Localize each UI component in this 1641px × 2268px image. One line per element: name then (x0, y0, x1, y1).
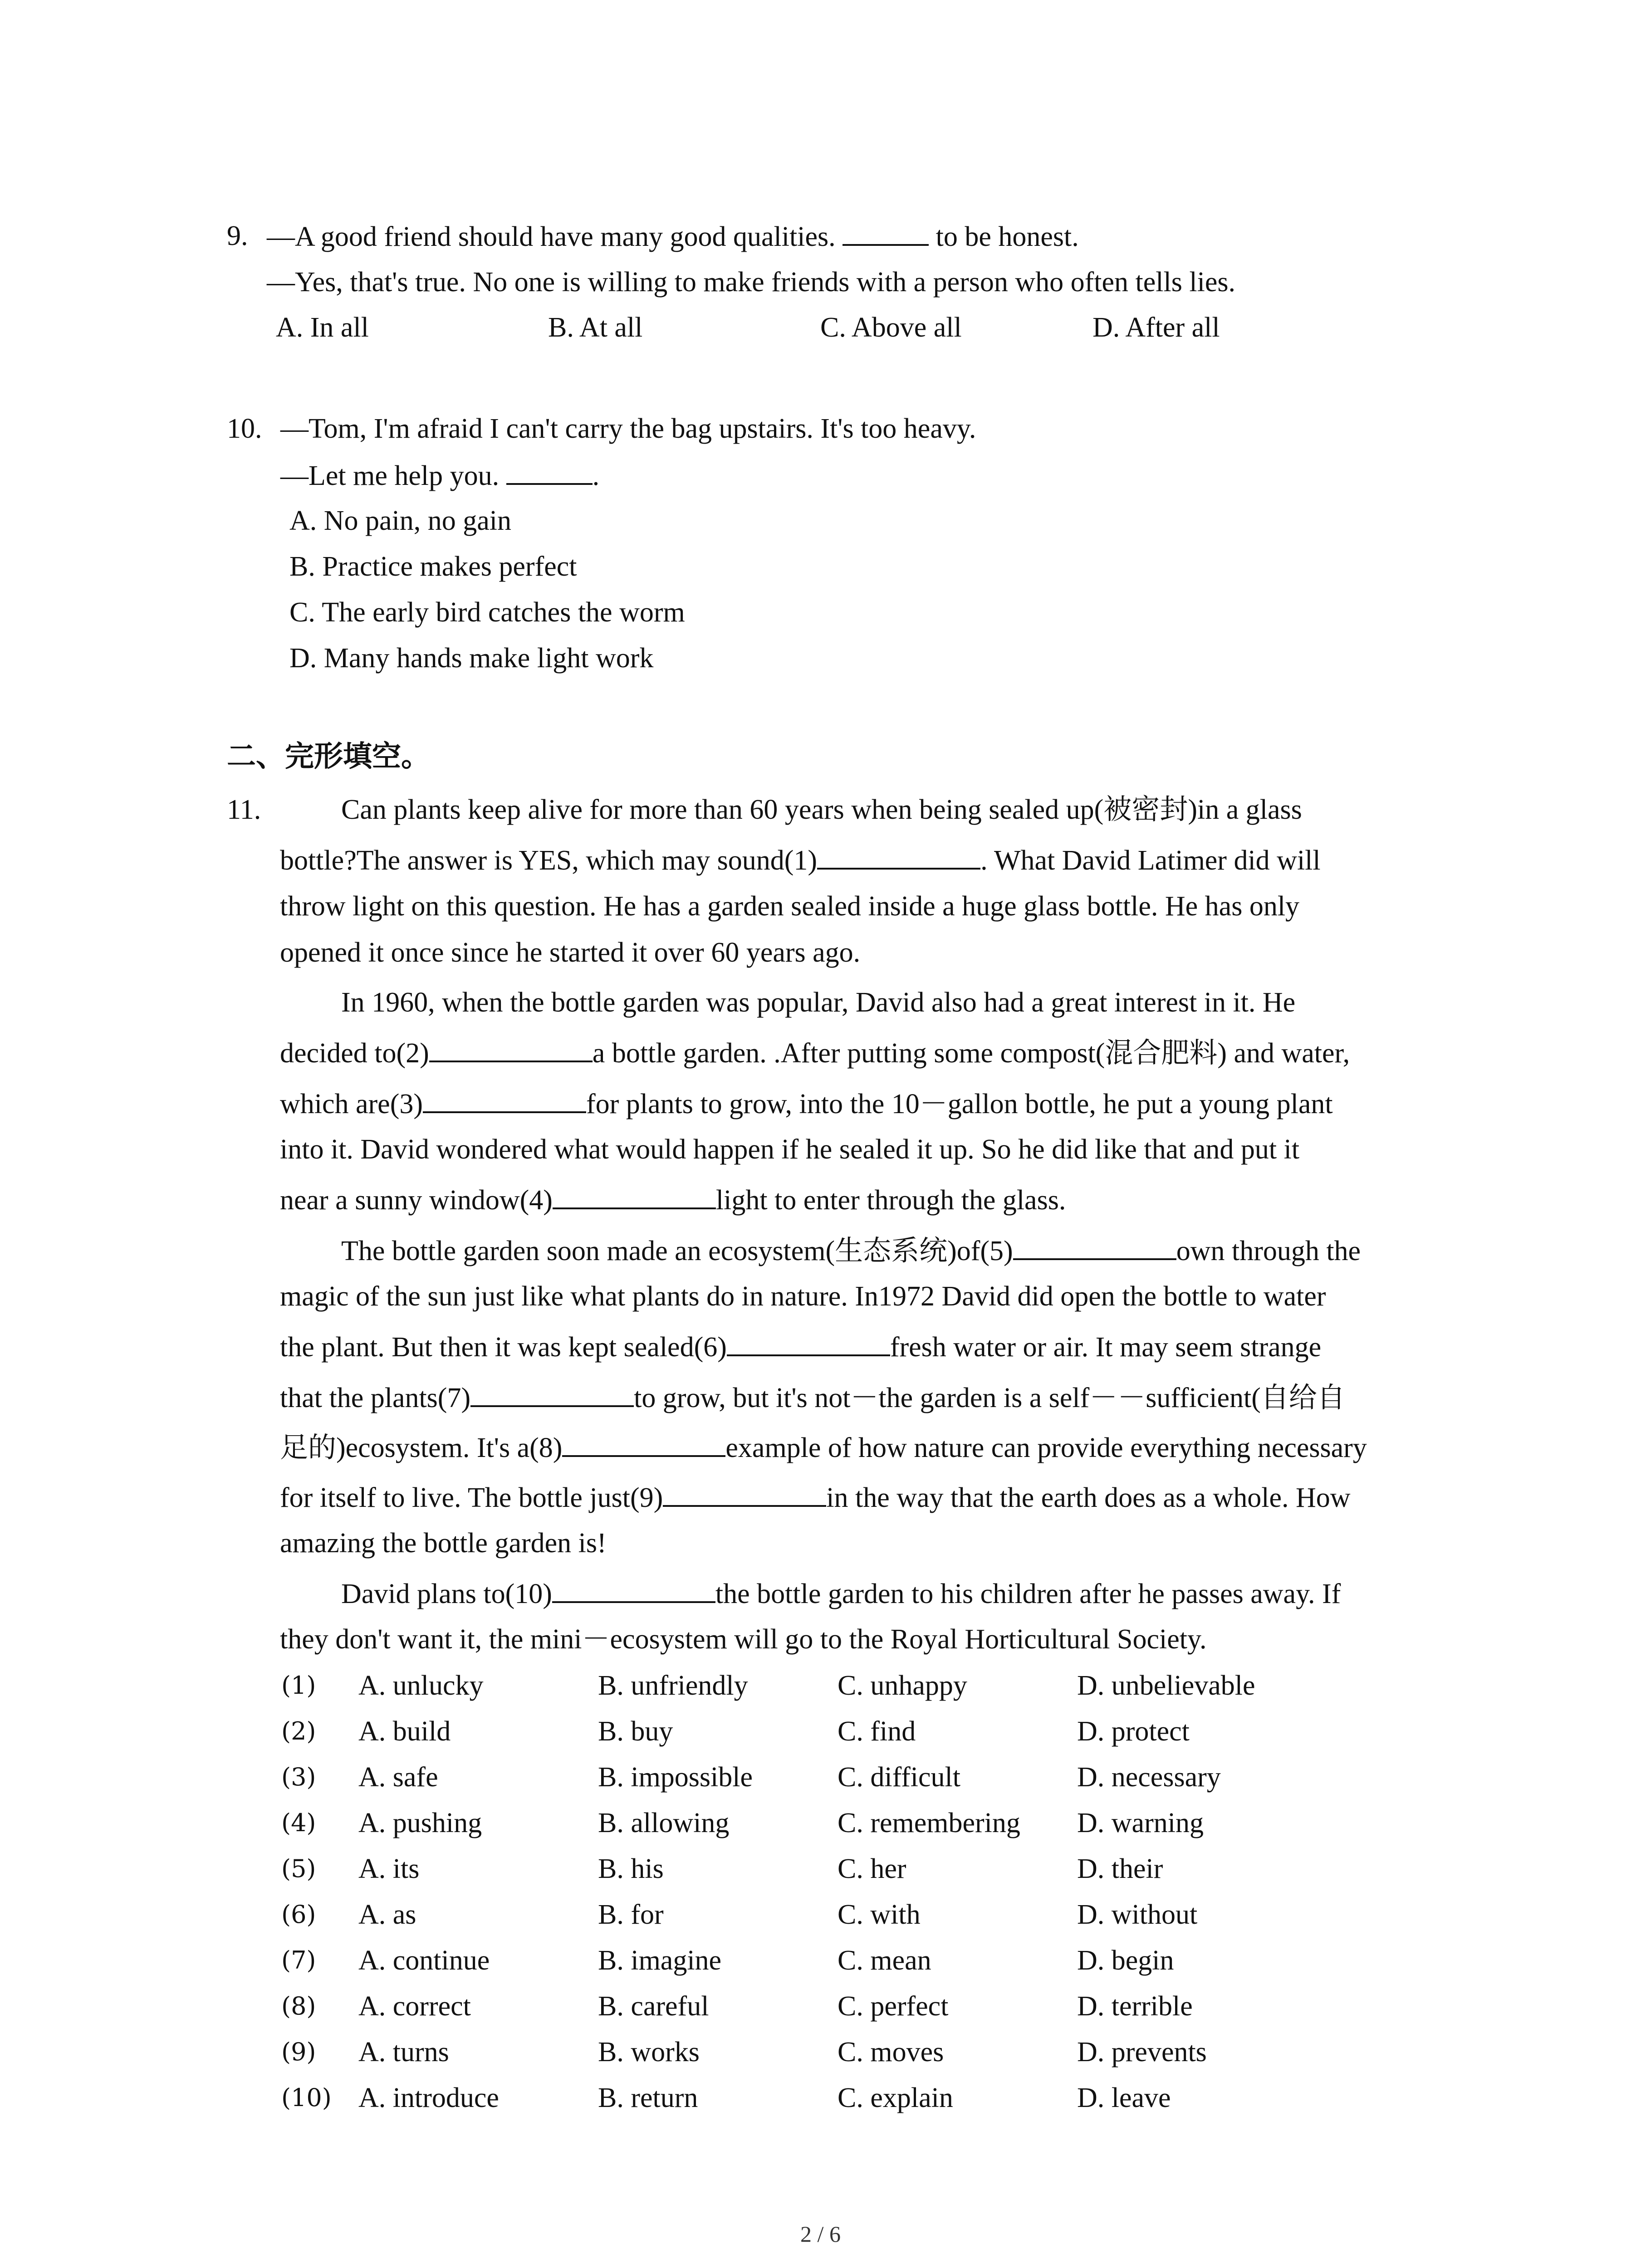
choice-c: C. her (838, 1853, 906, 1884)
choice-a: A. continue (358, 1945, 490, 1976)
q11-p3-line1 (341, 1232, 1361, 1269)
q11-p3-line3-text: the plant. But then it was kept sealed(6) (280, 1332, 727, 1363)
q10-line1: —Tom, I'm afraid I can't carry the bag upstairs. It's too heavy. (280, 413, 976, 444)
choice-c: C. moves (838, 2037, 944, 2068)
q11-number: 11. (227, 794, 261, 825)
q11-blank-4 (553, 1181, 716, 1209)
q11-p4-line2: they don't want it, the mini－ecosystem will go to the Royal Horticultural Society. (280, 1624, 1207, 1655)
page-number: 2 / 6 (800, 2221, 841, 2247)
q9-line2: —Yes, that's true. No one is willing to make friends with a person who often tells lies. (267, 267, 1235, 298)
q11-p2-line1: In 1960, when the bottle garden was popular, David also had a great interest in it. He (341, 987, 1296, 1018)
choice-number: (8) (281, 1992, 316, 2020)
choice-d: D. unbelievable (1077, 1670, 1255, 1701)
q11-p3-line3-end: fresh water or air. It may seem strange (890, 1332, 1322, 1363)
q11-blank-2 (429, 1034, 593, 1062)
choice-number: (6) (281, 1900, 316, 1929)
choice-a: A. pushing (358, 1808, 482, 1838)
q11-p3-line5-text: 足的)ecosystem. It's a(8) (280, 1432, 563, 1463)
choice-a: A. its (358, 1853, 420, 1884)
choice-b: B. his (598, 1853, 664, 1884)
choice-b: B. allowing (598, 1808, 730, 1838)
q11-blank-3 (423, 1085, 586, 1113)
q11-p3-line6 (280, 1479, 1351, 1516)
choice-d: D. their (1077, 1853, 1163, 1884)
choice-a: A. correct (358, 1991, 471, 2022)
choice-c: C. find (838, 1716, 916, 1747)
q11-p1-line1: Can plants keep alive for more than 60 years when being sealed up(被密封)in a glass (341, 794, 1302, 825)
choice-c: C. difficult (838, 1762, 960, 1793)
choice-number: (3) (281, 1763, 316, 1791)
q10-number: 10. (227, 413, 262, 444)
q11-blank-9 (663, 1479, 826, 1507)
choice-number: (2) (281, 1717, 316, 1745)
q10-line2 (280, 457, 599, 494)
q11-p3-line6-end: in the way that the earth does as a whole. How (826, 1482, 1351, 1513)
choice-d: D. protect (1077, 1716, 1190, 1747)
choice-a: A. unlucky (358, 1670, 484, 1701)
q9-line1 (267, 218, 1079, 255)
q11-p3-line4-end: to grow, but it's not－the garden is a self－－sufficient(自给自 (634, 1383, 1345, 1413)
choice-b: B. for (598, 1899, 664, 1930)
q11-p3-line7: amazing the bottle garden is! (280, 1528, 607, 1559)
q10-option-c: C. The early bird catches the worm (289, 597, 685, 628)
section-heading-cloze: 二、完形填空。 (227, 740, 430, 773)
choice-b: B. imagine (598, 1945, 722, 1976)
choice-number: (4) (281, 1809, 316, 1837)
q11-p2-line3 (280, 1085, 1333, 1122)
choice-c: C. explain (838, 2082, 953, 2113)
q11-p3-line4-text: that the plants(7) (280, 1383, 471, 1413)
choice-d: D. necessary (1077, 1762, 1221, 1793)
q11-blank-1 (817, 841, 980, 870)
q10-option-d: D. Many hands make light work (289, 643, 654, 674)
q11-p1-line2-end: . What David Latimer did will (980, 845, 1321, 876)
q11-p2-line2 (280, 1034, 1350, 1071)
q11-p3-line4 (280, 1379, 1345, 1416)
q11-p3-line5-end: example of how nature can provide everything necessary (725, 1432, 1367, 1463)
choice-c: C. mean (838, 1945, 931, 1976)
q11-p1-line2 (280, 841, 1321, 879)
q10-line2-text: —Let me help you. (280, 460, 500, 491)
choice-d: D. leave (1077, 2082, 1171, 2113)
q11-p4-line1-text: David plans to(10) (341, 1579, 552, 1609)
q9-blank (843, 218, 929, 246)
choice-number: (5) (281, 1854, 316, 1883)
q9-option-c: C. Above all (820, 312, 962, 343)
choice-b: B. impossible (598, 1762, 753, 1793)
q11-p3-line5 (280, 1429, 1367, 1466)
q11-p3-line2: magic of the sun just like what plants do in nature. In1972 David did open the bottle to water (280, 1281, 1326, 1312)
q11-blank-6 (727, 1328, 890, 1356)
q11-p3-line6-text: for itself to live. The bottle just(9) (280, 1482, 663, 1513)
choice-c: C. unhappy (838, 1670, 967, 1701)
choice-d: D. begin (1077, 1945, 1174, 1976)
choice-d: D. without (1077, 1899, 1198, 1930)
choice-number: (9) (281, 2038, 316, 2066)
choice-a: A. turns (358, 2037, 449, 2068)
choice-b: B. buy (598, 1716, 673, 1747)
q11-p1-line3: throw light on this question. He has a garden sealed inside a huge glass bottle. He has only (280, 891, 1300, 922)
q11-blank-8 (562, 1429, 725, 1457)
q9-line1-end: to be honest. (936, 221, 1079, 252)
q11-blank-7 (470, 1379, 634, 1407)
choice-d: D. warning (1077, 1808, 1204, 1838)
choice-number: (1) (281, 1671, 316, 1700)
q11-blank-10 (552, 1575, 715, 1603)
q11-p2-line5-text: near a sunny window(4) (280, 1185, 553, 1216)
choice-number: (10) (281, 2083, 332, 2112)
q11-p4-line1-end: the bottle garden to his children after he passes away. If (715, 1579, 1341, 1609)
q9-line1-text: —A good friend should have many good qualities. (267, 221, 836, 252)
q10-option-b: B. Practice makes perfect (289, 551, 577, 582)
q11-p2-line2-end: a bottle garden. .After putting some compost(混合肥料) and water, (592, 1038, 1350, 1069)
choice-b: B. unfriendly (598, 1670, 748, 1701)
q11-p2-line5-end: light to enter through the glass. (715, 1185, 1066, 1216)
choice-a: A. as (358, 1899, 416, 1930)
choice-b: B. return (598, 2082, 698, 2113)
choice-c: C. remembering (838, 1808, 1020, 1838)
choice-d: D. terrible (1077, 1991, 1193, 2022)
q11-p1-line2-text: bottle?The answer is YES, which may sound(1) (280, 845, 818, 876)
q11-p3-line1-text: The bottle garden soon made an ecosystem(生态系统)of(5) (341, 1236, 1013, 1266)
q10-line2-end: . (592, 460, 600, 491)
q11-p2-line5 (280, 1181, 1066, 1218)
q11-p4-line1 (341, 1575, 1341, 1612)
choice-b: B. works (598, 2037, 700, 2068)
q11-p2-line2-text: decided to(2) (280, 1038, 429, 1069)
q10-blank (506, 457, 593, 485)
choice-c: C. with (838, 1899, 921, 1930)
q11-blank-5 (1013, 1232, 1176, 1260)
q9-option-d: D. After all (1092, 312, 1220, 343)
q9-option-b: B. At all (548, 312, 643, 343)
q10-option-a: A. No pain, no gain (289, 505, 512, 536)
choice-c: C. perfect (838, 1991, 949, 2022)
q9-option-a: A. In all (276, 312, 369, 343)
q9-number: 9. (227, 220, 248, 251)
q11-p1-line4: opened it once since he started it over 60 years ago. (280, 937, 861, 968)
choice-number: (7) (281, 1946, 316, 1975)
q11-p2-line4: into it. David wondered what would happen if he sealed it up. So he did like that and put it (280, 1134, 1300, 1165)
q11-p2-line3-end: for plants to grow, into the 10－gallon bottle, he put a young plant (586, 1089, 1333, 1119)
q11-p3-line1-end: own through the (1176, 1236, 1361, 1266)
q11-p2-line3-text: which are(3) (280, 1089, 423, 1119)
choice-b: B. careful (598, 1991, 709, 2022)
choice-a: A. build (358, 1716, 451, 1747)
choice-d: D. prevents (1077, 2037, 1207, 2068)
q11-p3-line3 (280, 1328, 1321, 1365)
choice-a: A. safe (358, 1762, 438, 1793)
choice-a: A. introduce (358, 2082, 499, 2113)
